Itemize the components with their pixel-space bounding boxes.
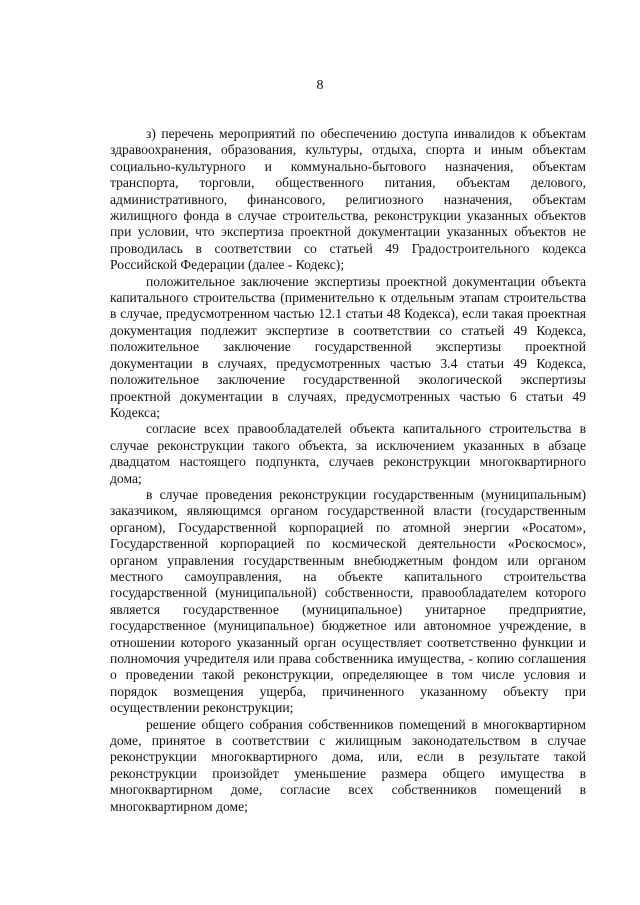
paragraph-expertise-conclusion: положительное заключение экспертизы проектной документации объекта капитального строительства (применительно к отдельным этапам строительства в случае, предусмотренном частью 12.1 статьи 48 Кодекса), если такая проектная документация подлежит экспертизе в соответствии со статьей 49 Кодекса, положительное заключение государственной экспертизы проектной документации в случаях, предусмотренных частью 3.4 статьи 49 Кодекса, положительное заключение государственной экологической экспертизы проектной документации в случаях, предусмотренных частью 6 статьи 49 Кодекса;: [110, 273, 586, 420]
page-number: 8: [316, 78, 324, 93]
document-body: [110, 126, 586, 815]
paragraph-reconstruction-agreement: в случае проведения реконструкции государственным (муниципальным) заказчиком, являющимся органом государственной власти (государственным органом), Государственной корпорацией по атомной энергии «Росатом», Государственной корпорацией по космической деятельности «Роскосмос», органом управления государственным внебюджетным фондом или органом местного самоуправления, на объекте капитального строительства государственной (муниципальной) собственности, правообладателем которого является государственное (муниципальное) унитарное предприятие, государственное (муниципальное) бюджетное или автономное учреждение, в отношении которого указанный орган осуществляет соответственно функции и полномочия учредителя или права собственника имущества, - копию соглашения о проведении такой реконструкции, определяющее в том числе условия и порядок возмещения ущерба, причиненного указанному объекту при осуществлении реконструкции;: [110, 486, 586, 716]
paragraph-owners-meeting-decision: решение общего собрания собственников помещений в многоквартирном доме, принятое в соответствии с жилищным законодательством в случае реконструкции многоквартирного дома, или, если в результате такой реконструкции произойдет уменьшение размера общего имущества в многоквартирном доме, согласие всех собственников помещений в многоквартирном доме;: [110, 716, 586, 814]
paragraph-rightholders-consent: согласие всех правообладателей объекта капитального строительства в случае реконструкции такого объекта, за исключением указанных в абзаце двадцатом настоящего подпункта, случаев реконструкции многоквартирного дома;: [110, 421, 586, 486]
paragraph-accessibility-measures: з) перечень мероприятий по обеспечению доступа инвалидов к объектам здравоохранения, образования, культуры, отдыха, спорта и иным объектам социально-культурного и коммунально-бытового назначения, объектам транспорта, торговли, общественного питания, объектам делового, административного, финансового, религиозного назначения, объектам жилищного фонда в случае строительства, реконструкции указанных объектов при условии, что экспертиза проектной документации указанных объектов не проводилась в соответствии со статьей 49 Градостроительного кодекса Российской Федерации (далее - Кодекс);: [110, 126, 586, 273]
